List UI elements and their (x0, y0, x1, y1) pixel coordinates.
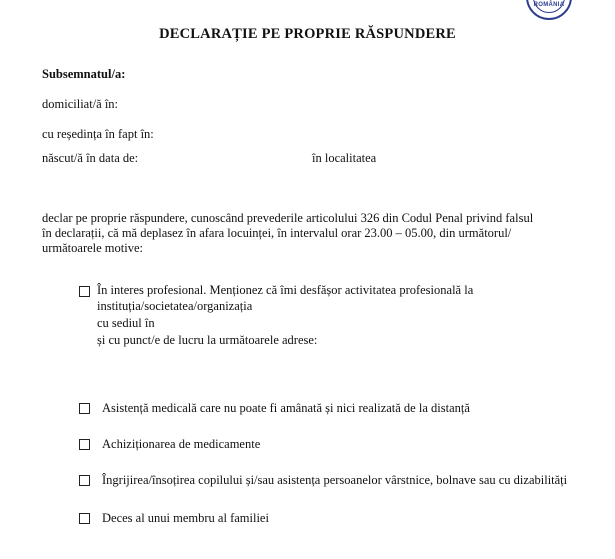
option-professional-line-2: instituția/societatea/organizația (97, 299, 253, 313)
option-deces-label: Deces al unui membru al familiei (102, 511, 269, 525)
page-title: DECLARAȚIE PE PROPRIE RĂSPUNDERE (159, 26, 456, 42)
romania-emblem-logo (526, 0, 572, 20)
declaration-text-line-3: următoarele motive: (42, 241, 144, 255)
field-label-localitatea: în localitatea (312, 151, 377, 165)
option-professional-line-4: și cu punct/e de lucru la următoarele adrese: (97, 333, 318, 347)
option-professional-line-1: În interes profesional. Menționez că îmi desfășor activitatea profesională la (97, 283, 474, 297)
declaration-text-line-1: declar pe proprie răspundere, cunoscând prevederile articolului 326 din Codul Penal privind falsul (42, 211, 534, 225)
field-label-domiciliat: domiciliat/ă în: (42, 97, 119, 111)
field-label-subsemnatul: Subsemnatul/a: (42, 67, 126, 81)
option-medical-label: Asistență medicală care nu poate fi amânată și nici realizată de la distanță (102, 401, 470, 415)
checkbox-medical[interactable] (79, 403, 90, 414)
checkbox-medicamente[interactable] (79, 439, 90, 450)
option-ingrijire-label: Îngrijirea/însoțirea copilului și/sau asistența persoanelor vârstnice, bolnave sau cu dizabilități (102, 473, 568, 487)
checkbox-deces[interactable] (79, 513, 90, 524)
checkbox-professional[interactable] (79, 286, 90, 297)
logo-text: ROMÂNIA (533, 2, 565, 8)
option-professional-line-3: cu sediul în (97, 316, 155, 330)
checkbox-ingrijire[interactable] (79, 475, 90, 486)
field-label-resedinta: cu reședința în fapt în: (42, 127, 154, 141)
option-medicamente-label: Achiziționarea de medicamente (102, 437, 261, 451)
declaration-text-line-2: în declarații, că mă deplasez în afara locuinței, în intervalul orar 23.00 – 05.00, din următorul/ (42, 226, 512, 240)
field-label-nascut: născut/ă în data de: (42, 151, 139, 165)
